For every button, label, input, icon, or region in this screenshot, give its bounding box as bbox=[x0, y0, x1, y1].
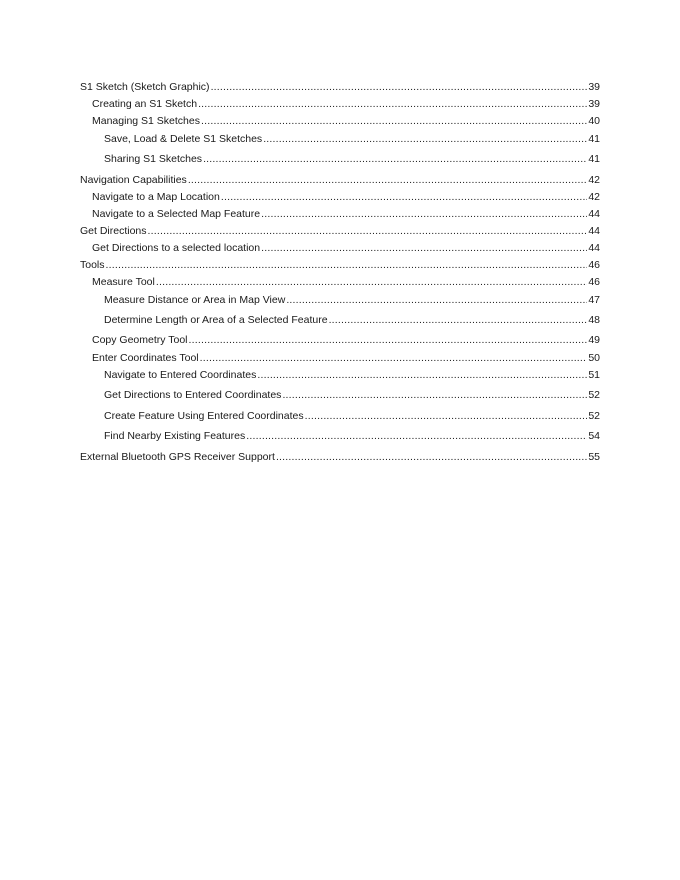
toc-entry-title: S1 Sketch (Sketch Graphic) bbox=[80, 81, 210, 93]
toc-entry-title: Navigate to Entered Coordinates bbox=[104, 369, 257, 381]
toc-entry[interactable] bbox=[80, 114, 600, 128]
toc-entry-title: Find Nearby Existing Features bbox=[104, 430, 246, 442]
toc-entry-page: 42 bbox=[588, 191, 600, 203]
toc-entry-title: Get Directions bbox=[80, 225, 147, 237]
toc-dot-leader bbox=[106, 258, 588, 272]
toc-entry[interactable] bbox=[80, 275, 600, 289]
toc-entry-title: Tools bbox=[80, 259, 105, 271]
toc-entry-title: Get Directions to Entered Coordinates bbox=[104, 389, 282, 401]
toc-dot-leader bbox=[156, 275, 587, 289]
toc-dot-leader bbox=[329, 313, 588, 327]
toc-entry[interactable] bbox=[80, 368, 600, 382]
toc-entry-title: Creating an S1 Sketch bbox=[92, 98, 198, 110]
toc-entry-page: 52 bbox=[588, 410, 600, 422]
toc-entry-page: 48 bbox=[588, 314, 600, 326]
toc-dot-leader bbox=[286, 293, 587, 307]
toc-entry[interactable] bbox=[80, 132, 600, 146]
toc-entry-title: Managing S1 Sketches bbox=[92, 115, 200, 127]
toc-entry-page: 44 bbox=[588, 208, 600, 220]
toc-entry-title: Copy Geometry Tool bbox=[92, 334, 188, 346]
toc-dot-leader bbox=[201, 114, 587, 128]
toc-entry[interactable] bbox=[80, 429, 600, 443]
toc-dot-leader bbox=[200, 351, 588, 365]
toc-entry-page: 55 bbox=[588, 451, 600, 463]
toc-entry-page: 52 bbox=[588, 389, 600, 401]
toc-dot-leader bbox=[246, 429, 587, 443]
toc-dot-leader bbox=[189, 333, 588, 347]
toc-entry[interactable] bbox=[80, 450, 600, 464]
toc-dot-leader bbox=[148, 224, 588, 238]
toc-entry-page: 51 bbox=[588, 369, 600, 381]
toc-entry-page: 39 bbox=[588, 81, 600, 93]
toc-entry[interactable] bbox=[80, 207, 600, 221]
toc-entry-page: 41 bbox=[588, 133, 600, 145]
toc-entry-title: Save, Load & Delete S1 Sketches bbox=[104, 133, 263, 145]
toc-entry-title: Measure Tool bbox=[92, 276, 155, 288]
toc-entry[interactable] bbox=[80, 173, 600, 187]
toc-entry[interactable] bbox=[80, 388, 600, 402]
toc-dot-leader bbox=[198, 97, 587, 111]
toc-entry-page: 46 bbox=[588, 276, 600, 288]
toc-entry[interactable] bbox=[80, 97, 600, 111]
toc-entry[interactable] bbox=[80, 351, 600, 365]
toc-entry-page: 47 bbox=[588, 294, 600, 306]
toc-entry-page: 44 bbox=[588, 225, 600, 237]
toc-entry[interactable] bbox=[80, 190, 600, 204]
toc-dot-leader bbox=[257, 368, 587, 382]
toc-entry-title: Measure Distance or Area in Map View bbox=[104, 294, 286, 306]
toc-entry-page: 44 bbox=[588, 242, 600, 254]
toc-entry[interactable] bbox=[80, 409, 600, 423]
toc-entry[interactable] bbox=[80, 333, 600, 347]
toc-entry-title: Sharing S1 Sketches bbox=[104, 153, 203, 165]
toc-entry-title: Navigation Capabilities bbox=[80, 174, 187, 186]
toc-entry-title: Navigate to a Map Location bbox=[92, 191, 220, 203]
toc-dot-leader bbox=[211, 80, 588, 94]
toc-entry[interactable] bbox=[80, 224, 600, 238]
toc-entry-title: Get Directions to a selected location bbox=[92, 242, 261, 254]
toc-dot-leader bbox=[282, 388, 587, 402]
toc-entry-page: 40 bbox=[588, 115, 600, 127]
toc-entry[interactable] bbox=[80, 293, 600, 307]
toc-dot-leader bbox=[276, 450, 587, 464]
toc-entry[interactable] bbox=[80, 80, 600, 94]
toc-entry-title: Navigate to a Selected Map Feature bbox=[92, 208, 261, 220]
toc-dot-leader bbox=[203, 152, 587, 166]
toc-entry-page: 54 bbox=[588, 430, 600, 442]
toc-entry-page: 41 bbox=[588, 153, 600, 165]
toc-dot-leader bbox=[261, 207, 587, 221]
toc-entry-page: 49 bbox=[588, 334, 600, 346]
toc-entry-page: 50 bbox=[588, 352, 600, 364]
toc-entry-title: Enter Coordinates Tool bbox=[92, 352, 199, 364]
toc-dot-leader bbox=[263, 132, 587, 146]
toc-dot-leader bbox=[221, 190, 587, 204]
toc-dot-leader bbox=[305, 409, 588, 423]
toc-entry-title: External Bluetooth GPS Receiver Support bbox=[80, 451, 275, 463]
toc-entry-page: 42 bbox=[588, 174, 600, 186]
toc-entry[interactable] bbox=[80, 313, 600, 327]
toc-entry[interactable] bbox=[80, 152, 600, 166]
toc-entry-title: Determine Length or Area of a Selected Feature bbox=[104, 314, 328, 326]
toc-entry-page: 46 bbox=[588, 259, 600, 271]
toc-entry[interactable] bbox=[80, 258, 600, 272]
toc-dot-leader bbox=[261, 241, 587, 255]
toc-entry[interactable] bbox=[80, 241, 600, 255]
toc-entry-page: 39 bbox=[588, 98, 600, 110]
toc-dot-leader bbox=[188, 173, 588, 187]
toc-entry-title: Create Feature Using Entered Coordinates bbox=[104, 410, 304, 422]
